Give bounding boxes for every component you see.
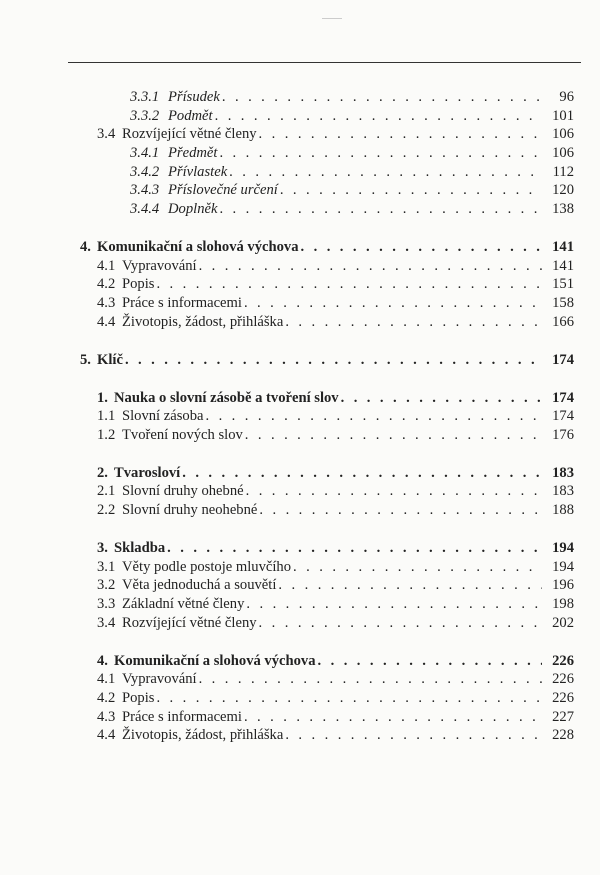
- dot-leader: [341, 389, 542, 408]
- dot-leader: [229, 163, 542, 182]
- entry-title: Rozvíjející větné členy: [122, 126, 257, 143]
- entry-title: Nauka o slovní zásobě a tvoření slov: [114, 389, 339, 406]
- entry-page: 194: [552, 558, 574, 575]
- entry-page: 106: [552, 126, 574, 143]
- entry-title: Věta jednoduchá a souvětí: [122, 577, 277, 594]
- entry-lead: [97, 595, 542, 614]
- dot-leader: [219, 144, 542, 163]
- toc-entry: [0, 464, 600, 483]
- entry-page: 96: [559, 89, 574, 105]
- scan-mark: [322, 18, 342, 19]
- dot-leader: [259, 125, 542, 144]
- toc-entry: [0, 389, 600, 408]
- entry-title: Životopis, žádost, přihláška: [122, 727, 284, 744]
- toc-entry: [0, 482, 600, 501]
- entry-title: Rozvíjející větné členy: [122, 614, 257, 631]
- toc-entry: [0, 501, 600, 520]
- toc-entry: [0, 313, 600, 332]
- entry-lead: [97, 313, 542, 332]
- toc-group: [0, 88, 600, 219]
- toc-entry: [0, 125, 600, 144]
- entry-number: 3.: [97, 540, 108, 556]
- dot-leader: [199, 670, 542, 689]
- entry-title: Popis: [122, 276, 155, 293]
- entry-number: 1.1: [97, 408, 116, 425]
- toc-entry: [0, 181, 600, 200]
- entry-title: Slovní druhy ohebné: [122, 483, 244, 500]
- dot-leader: [244, 708, 542, 727]
- toc-entry: [0, 426, 600, 445]
- entry-lead: [80, 238, 542, 257]
- entry-title: Tvoření nových slov: [122, 426, 243, 443]
- toc-entry: [0, 539, 600, 558]
- entry-title: Životopis, žádost, přihláška: [122, 313, 284, 330]
- toc-entry: [0, 275, 600, 294]
- entry-lead: [97, 407, 542, 426]
- entry-lead: [130, 107, 542, 126]
- entry-number: 3.4.3: [130, 182, 160, 199]
- entry-lead: [130, 163, 542, 182]
- entry-lead: [97, 652, 542, 671]
- header-rule: [68, 62, 581, 63]
- entry-page: 183: [552, 483, 574, 500]
- entry-page: 174: [552, 408, 574, 425]
- entry-title: Komunikační a slohová výchova: [114, 652, 316, 669]
- entry-title: Přísudek: [168, 89, 220, 105]
- entry-page: 138: [552, 201, 574, 218]
- entry-number: 4.: [97, 652, 108, 669]
- entry-number: 2.: [97, 464, 108, 481]
- entry-title: Slovní druhy neohebné: [122, 502, 258, 519]
- entry-title: Popis: [122, 690, 155, 706]
- entry-title: Skladba: [114, 540, 166, 556]
- entry-page: 106: [552, 145, 574, 162]
- toc-entry: [0, 726, 600, 745]
- entry-title: Podmět: [168, 107, 213, 124]
- entry-number: 3.4.1: [130, 145, 160, 162]
- entry-number: 3.4: [97, 614, 116, 631]
- entry-number: 1.: [97, 389, 108, 406]
- dot-leader: [245, 426, 542, 445]
- toc-entry: [0, 558, 600, 577]
- entry-lead: [97, 539, 542, 558]
- entry-lead: [130, 181, 542, 200]
- entry-title: Věty podle postoje mluvčího: [122, 558, 292, 575]
- dot-leader: [278, 576, 542, 595]
- entry-page: 101: [552, 107, 574, 124]
- toc-group: [0, 652, 600, 745]
- dot-leader: [246, 482, 542, 501]
- entry-number: 5.: [80, 351, 91, 368]
- toc-entry: [0, 238, 600, 257]
- dot-leader: [222, 88, 542, 107]
- toc-entry: [0, 200, 600, 219]
- toc-entry: [0, 670, 600, 689]
- entry-lead: [97, 558, 542, 577]
- entry-page: 228: [552, 727, 574, 744]
- entry-number: 2.2: [97, 502, 116, 519]
- entry-title: Tvarosloví: [114, 464, 181, 481]
- entry-lead: [130, 200, 542, 219]
- entry-page: 166: [552, 313, 574, 330]
- entry-number: 1.2: [97, 426, 116, 443]
- toc-entry: [0, 595, 600, 614]
- entry-page: 188: [552, 502, 574, 519]
- dot-leader: [215, 107, 542, 126]
- toc-group: [0, 238, 600, 331]
- entry-page: 176: [552, 426, 574, 443]
- entry-lead: [97, 275, 542, 294]
- entry-number: 4.2: [97, 690, 116, 706]
- entry-page: 141: [552, 257, 574, 274]
- entry-lead: [97, 294, 542, 313]
- entry-number: 3.4: [97, 126, 116, 143]
- entry-page: 226: [552, 652, 574, 669]
- dot-leader: [219, 200, 542, 219]
- entry-number: 4.2: [97, 276, 116, 293]
- toc-entry: [0, 144, 600, 163]
- dot-leader: [301, 238, 542, 257]
- entry-title: Příslovečné určení: [168, 182, 278, 199]
- entry-lead: [97, 389, 542, 408]
- entry-number: 3.2: [97, 577, 116, 594]
- entry-page: 174: [552, 351, 574, 368]
- toc-entry: [0, 708, 600, 727]
- dot-leader: [259, 614, 542, 633]
- toc-entry: [0, 407, 600, 426]
- entry-page: 120: [552, 182, 574, 199]
- dot-leader: [259, 501, 542, 520]
- entry-page: 226: [552, 671, 574, 688]
- toc-group: [0, 539, 600, 632]
- entry-lead: [97, 501, 542, 520]
- entry-lead: [97, 464, 542, 483]
- entry-number: 4.1: [97, 257, 116, 274]
- entry-page: 174: [552, 389, 574, 406]
- entry-title: Slovní zásoba: [122, 408, 204, 425]
- entry-number: 4.3: [97, 295, 116, 312]
- table-of-contents: [0, 88, 600, 745]
- entry-title: Práce s informacemi: [122, 708, 242, 725]
- dot-leader: [182, 464, 542, 483]
- entry-number: 4.1: [97, 671, 116, 688]
- toc-entry: [0, 88, 600, 107]
- entry-lead: [97, 670, 542, 689]
- dot-leader: [246, 595, 542, 614]
- toc-group: [0, 389, 600, 445]
- entry-page: 198: [552, 596, 574, 613]
- entry-lead: [97, 708, 542, 727]
- entry-number: 4.3: [97, 708, 116, 725]
- dot-leader: [199, 257, 542, 276]
- toc-entry: [0, 614, 600, 633]
- dot-leader: [285, 313, 542, 332]
- entry-title: Klíč: [97, 351, 123, 368]
- toc-entry: [0, 107, 600, 126]
- entry-lead: [97, 257, 542, 276]
- toc-entry: [0, 689, 600, 708]
- entry-title: Základní větné členy: [122, 596, 245, 613]
- entry-number: 3.3.1: [130, 89, 160, 105]
- toc-entry: [0, 652, 600, 671]
- entry-page: 151: [552, 276, 574, 293]
- entry-lead: [130, 144, 542, 163]
- entry-title: Doplněk: [168, 201, 218, 218]
- dot-leader: [285, 726, 542, 745]
- toc-entry: [0, 163, 600, 182]
- toc-group: [0, 351, 600, 370]
- entry-number: 2.1: [97, 483, 116, 500]
- entry-title: Předmět: [168, 145, 218, 162]
- toc-group: [0, 464, 600, 520]
- dot-leader: [205, 407, 542, 426]
- entry-lead: [97, 576, 542, 595]
- entry-number: 3.3: [97, 596, 116, 613]
- entry-lead: [97, 426, 542, 445]
- toc-entry: [0, 257, 600, 276]
- entry-number: 4.: [80, 239, 91, 255]
- entry-page: 227: [552, 708, 574, 725]
- entry-page: 112: [552, 163, 574, 180]
- entry-lead: [80, 351, 542, 370]
- toc-entry: [0, 351, 600, 370]
- dot-leader: [244, 294, 542, 313]
- dot-leader: [293, 558, 542, 577]
- entry-number: 3.3.2: [130, 107, 160, 124]
- entry-lead: [130, 88, 542, 107]
- entry-page: 196: [552, 577, 574, 594]
- dot-leader: [280, 181, 542, 200]
- entry-page: 194: [552, 540, 574, 556]
- entry-title: Přívlastek: [168, 163, 228, 180]
- dot-leader: [318, 652, 542, 671]
- entry-lead: [97, 125, 542, 144]
- toc-entry: [0, 294, 600, 313]
- dot-leader: [125, 351, 542, 370]
- dot-leader: [156, 275, 542, 294]
- entry-number: 3.4.4: [130, 201, 160, 218]
- entry-lead: [97, 614, 542, 633]
- entry-page: 183: [552, 464, 574, 481]
- entry-number: 3.4.2: [130, 163, 160, 180]
- entry-number: 3.1: [97, 558, 116, 575]
- entry-title: Komunikační a slohová výchova: [97, 239, 299, 255]
- entry-page: 141: [552, 239, 574, 255]
- entry-title: Vypravování: [122, 671, 197, 688]
- entry-page: 202: [552, 614, 574, 631]
- entry-lead: [97, 726, 542, 745]
- entry-number: 4.4: [97, 727, 116, 744]
- entry-lead: [97, 482, 542, 501]
- toc-entry: [0, 576, 600, 595]
- entry-title: Vypravování: [122, 257, 197, 274]
- entry-lead: [97, 689, 542, 708]
- entry-title: Práce s informacemi: [122, 295, 242, 312]
- entry-number: 4.4: [97, 313, 116, 330]
- dot-leader: [167, 539, 542, 558]
- entry-page: 158: [552, 295, 574, 312]
- entry-page: 226: [552, 690, 574, 706]
- dot-leader: [156, 689, 542, 708]
